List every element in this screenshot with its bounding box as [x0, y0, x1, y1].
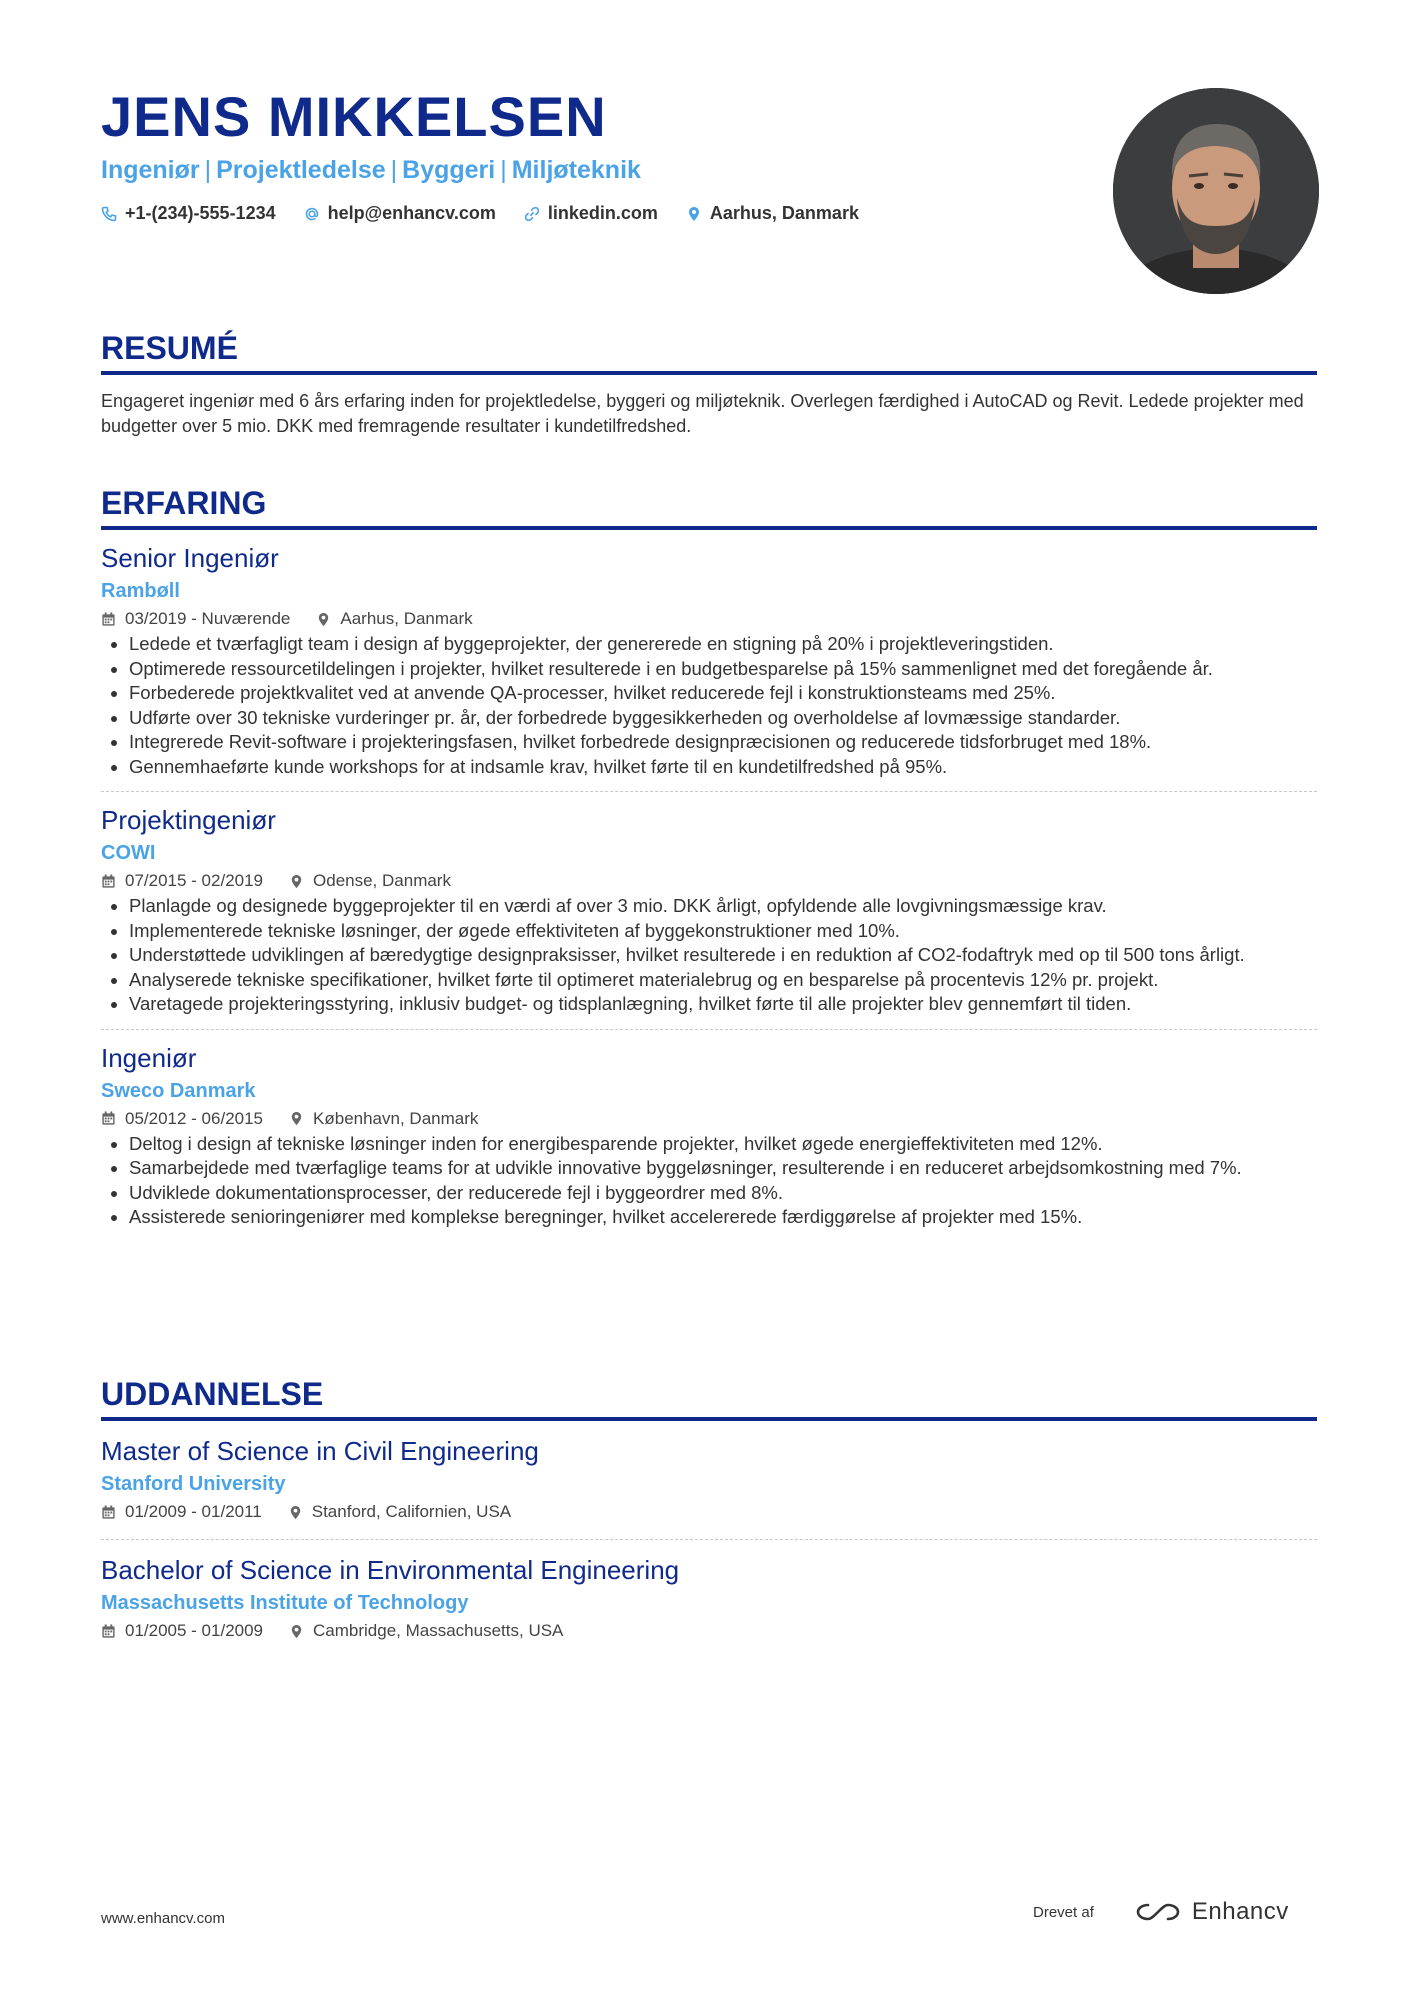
- footer-website[interactable]: www.enhancv.com: [101, 1910, 225, 1927]
- map-pin-icon: [288, 1505, 303, 1520]
- bullet-item: • Deltog i design af tekniske løsninger inden for energibesparende projekter, hvilket øgede energieffektiviteten med 12%.: [129, 1132, 1317, 1157]
- dates-text: 05/2012 - 06/2015: [125, 1108, 264, 1128]
- at-icon: [304, 206, 320, 222]
- location-text: Cambridge, Massachusetts, USA: [313, 1621, 564, 1640]
- location-text: Aarhus, Danmark: [709, 203, 859, 223]
- brand-logo[interactable]: [1134, 1898, 1289, 1926]
- profile-photo: [1113, 88, 1319, 294]
- bullet-item: • Gennemhaeførte kunde workshops for at indsamle krav, hvilket førte til en kundetilfredshed på 95%.: [129, 755, 1317, 780]
- map-pin-icon: [289, 1624, 304, 1639]
- bullet-item: • Ledede et tværfagligt team i design af byggeprojekter, der genererede en stigning på 20% i projektleveringstiden.: [129, 632, 1317, 657]
- company-name: Sweco Danmark: [101, 1079, 256, 1102]
- company-name: Rambøll: [101, 580, 180, 602]
- dates-text: 01/2009 - 01/2011: [125, 1502, 262, 1521]
- education-dates: [101, 1618, 263, 1644]
- contact-list: [101, 203, 859, 224]
- contact-email[interactable]: [304, 203, 496, 224]
- location-text: Aarhus, Danmark: [340, 609, 473, 628]
- bullet-item: • Understøttede udviklingen af bæredygtige designpraksisser, hvilket resulterede i en reduktion af CO2-fodaftryk med op til 500 tons årligt.: [129, 943, 1317, 968]
- portrait-illustration: [1113, 88, 1319, 294]
- job-dates: [101, 1106, 263, 1132]
- location-text: Stanford, Californien, USA: [311, 1502, 512, 1521]
- headline-item: Projektledelse: [216, 156, 386, 184]
- calendar-icon: [101, 1505, 116, 1520]
- job-bullets: [101, 1132, 1317, 1230]
- phone-text: +1-(234)-555-1234: [125, 203, 276, 223]
- experience-entry: [101, 530, 1317, 791]
- bullet-item: • Implementerede tekniske løsninger, der øgede effektiviteten af byggekonstruktioner med 10%.: [129, 919, 1317, 944]
- education-meta: [101, 1618, 1317, 1644]
- contact-location: [686, 203, 859, 224]
- education-section: [101, 1373, 1317, 1658]
- bullet-item: • Assisterede senioringeniører med komplekse beregninger, hvilket accelererede færdiggørelse af projekter med 15%.: [129, 1205, 1317, 1230]
- brand-name: Enhancv: [1191, 1898, 1289, 1925]
- headline-separator: |: [390, 156, 398, 184]
- headline: [101, 150, 641, 190]
- resume-page: [101, 0, 1317, 1640]
- school-name: Massachusetts Institute of Technology: [101, 1592, 469, 1614]
- bullet-item: • Planlagde og designede byggeprojekter til en værdi af over 3 mio. DKK årligt, opfyldende alle lovgivningsmæssige krav.: [129, 894, 1317, 919]
- map-pin-icon: [686, 206, 702, 222]
- education-dates: [101, 1499, 262, 1525]
- experience-entry: [101, 1029, 1317, 1242]
- map-pin-icon: [289, 1111, 304, 1126]
- degree-title: Master of Science in Civil Engineering: [101, 1436, 539, 1466]
- job-meta: [101, 606, 1317, 632]
- education-entry: [101, 1539, 1317, 1658]
- school-name: Stanford University: [101, 1473, 286, 1495]
- candidate-name: JENS MIKKELSEN: [101, 85, 607, 148]
- linkedin-text: linkedin.com: [547, 203, 658, 223]
- calendar-icon: [101, 874, 116, 889]
- link-icon: [524, 206, 540, 222]
- summary-section: [101, 327, 1317, 439]
- job-title: Ingeniør: [101, 1042, 197, 1073]
- summary-text: Engageret ingeniør med 6 års erfaring inden for projektledelse, byggeri og miljøteknik. Overlegen færdighed i AutoCAD og Revit. Ledede projekter med budgetter over 5 mio. DKK med fremragende resultater i kundetilfredshed.: [101, 391, 1304, 436]
- job-title: Senior Ingeniør: [101, 543, 279, 573]
- phone-icon: [101, 206, 117, 222]
- job-dates: [101, 606, 290, 632]
- location-text: København, Danmark: [313, 1108, 479, 1128]
- job-bullets: [101, 632, 1317, 779]
- headline-separator: |: [204, 156, 212, 184]
- footer-branding: [1033, 1898, 1289, 1926]
- calendar-icon: [101, 1111, 116, 1126]
- resume-header: [101, 0, 1317, 300]
- bullet-item: • Samarbejdede med tværfaglige teams for at udvikle innovative byggeløsninger, resulterende i en reduceret arbejdsomkostning med 7%.: [129, 1156, 1317, 1181]
- location-text: Odense, Danmark: [313, 871, 451, 890]
- dates-text: 03/2019 - Nuværende: [125, 609, 291, 628]
- headline-item: Ingeniør: [101, 156, 200, 184]
- bullet-item: • Udviklede dokumentationsprocesser, der reducerede fejl i byggeordrer med 8%.: [129, 1181, 1317, 1206]
- bullet-item: • Udførte over 30 tekniske vurderinger pr. år, der forbedrede byggesikkerheden og overholdelse af lovmæssige standarder.: [129, 706, 1317, 731]
- degree-title: Bachelor of Science in Environmental Engineering: [101, 1555, 680, 1585]
- education-heading: UDDANNELSE: [101, 1373, 1317, 1421]
- job-meta: [101, 1106, 1317, 1132]
- summary-heading: RESUMÉ: [101, 327, 1317, 375]
- bullet-item: • Varetagede projekteringsstyring, inklusiv budget- og tidsplanlægning, hvilket førte til alle projekter blev gennemført til tiden.: [129, 992, 1317, 1017]
- job-bullets: [101, 894, 1317, 1017]
- bullet-item: • Integrerede Revit-software i projekteringsfasen, hvilket forbedrede designpræcisionen og reducerede tidsforbruget med 18%.: [129, 730, 1317, 755]
- job-location: [289, 1106, 478, 1132]
- experience-heading: ERFARING: [101, 482, 1317, 530]
- map-pin-icon: [316, 612, 331, 627]
- contact-linkedin[interactable]: [524, 203, 658, 224]
- job-title: Projektingeniør: [101, 805, 276, 835]
- bullet-item: • Forbederede projektkvalitet ved at anvende QA-processer, hvilket reducerede fejl i konstruktionsteams med 25%.: [129, 681, 1317, 706]
- company-name: COWI: [101, 842, 156, 864]
- contact-phone[interactable]: [101, 203, 276, 224]
- education-location: [289, 1618, 563, 1644]
- headline-separator: |: [500, 156, 507, 184]
- education-entry: [101, 1421, 1317, 1539]
- job-meta: [101, 868, 1317, 894]
- headline-item: Miljøteknik: [511, 156, 641, 184]
- email-text: help@enhancv.com: [327, 203, 496, 223]
- education-location: [288, 1499, 511, 1525]
- powered-by-label: Drevet af: [1033, 1903, 1094, 1921]
- map-pin-icon: [289, 874, 304, 889]
- experience-entry: [101, 791, 1317, 1029]
- job-location: [316, 606, 472, 632]
- calendar-icon: [101, 612, 116, 627]
- bullet-item: • Optimerede ressourcetildelingen i projekter, hvilket resulterede i en budgetbesparelse på 15% sammenlignet med det foregående år.: [129, 657, 1317, 682]
- dates-text: 01/2005 - 01/2009: [125, 1621, 264, 1640]
- job-location: [289, 868, 451, 894]
- headline-item: Byggeri: [402, 156, 496, 184]
- education-meta: [101, 1499, 1317, 1525]
- calendar-icon: [101, 1624, 116, 1639]
- experience-section: [101, 482, 1317, 1242]
- bullet-item: • Analyserede tekniske specifikationer, hvilket førte til optimeret materialebrug og en besparelse på procentevis 12% pr. projekt.: [129, 968, 1317, 993]
- job-dates: [101, 868, 263, 894]
- dates-text: 07/2015 - 02/2019: [125, 871, 264, 890]
- enhancv-logo-icon: [1134, 1900, 1182, 1924]
